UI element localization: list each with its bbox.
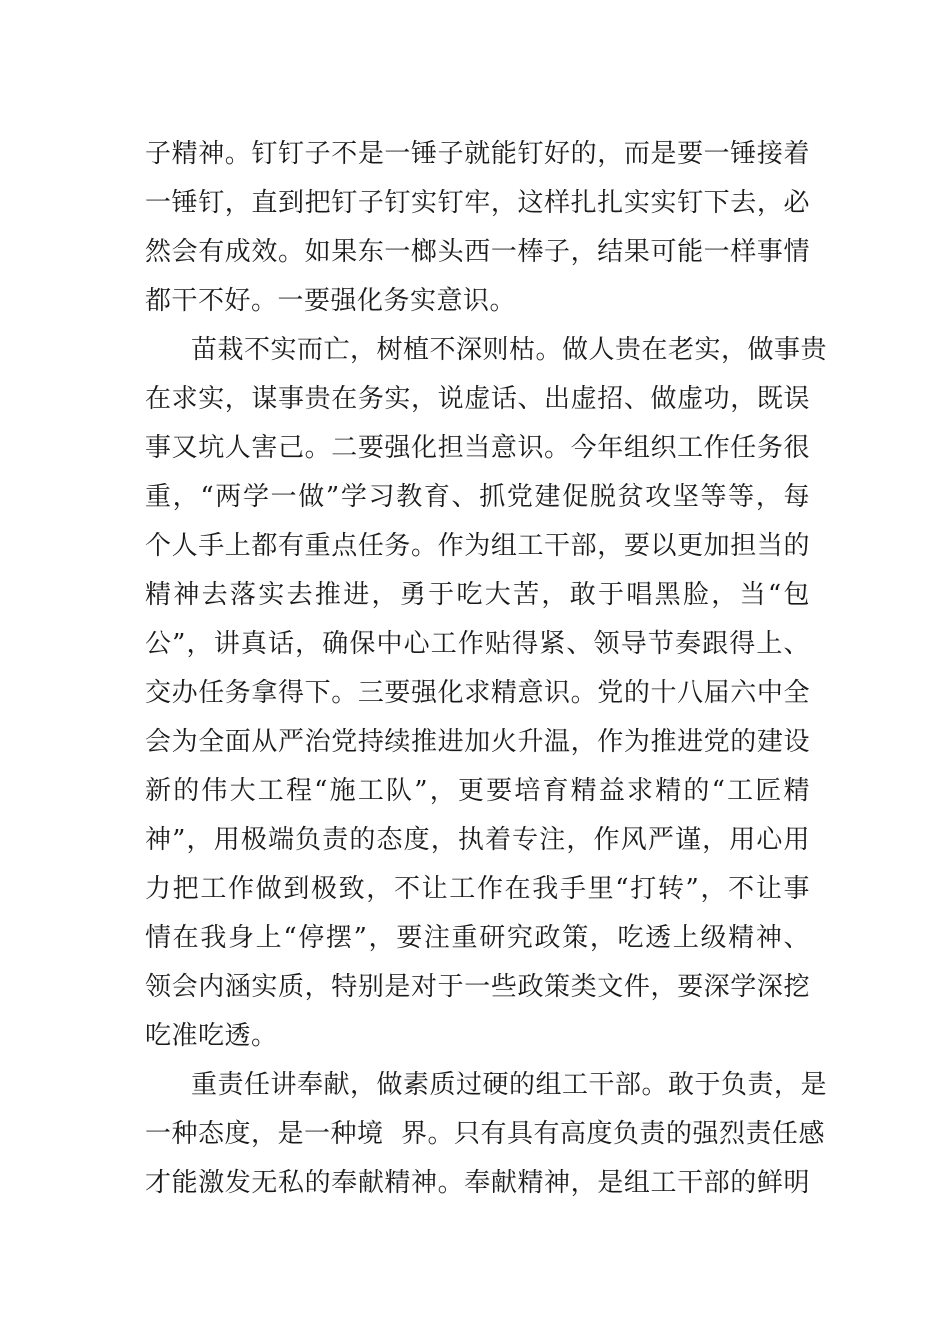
text-line: 一锤钉，直到把钉子钉实钉牢，这样扎扎实实钉下去，必 bbox=[145, 188, 810, 218]
text-line: 在求实，谋事贵在务实，说虚话、出虚招、做虚功，既误 bbox=[145, 384, 810, 414]
text-line: 领会内涵实质，特别是对于一些政策类文件，要深学深挖 bbox=[145, 972, 810, 1002]
text-line: 公”，讲真话，确保中心工作贴得紧、领导节奏跟得上、 bbox=[145, 629, 810, 659]
text-line: 子精神。钉钉子不是一锤子就能钉好的，而是要一锤接着 bbox=[145, 139, 810, 169]
text-line: 个人手上都有重点任务。作为组工干部，要以更加担当的 bbox=[145, 531, 810, 561]
text-line: 才能激发无私的奉献精神。奉献精神，是组工干部的鲜明 bbox=[145, 1168, 810, 1198]
text-line: 都干不好。一要强化务实意识。 bbox=[145, 286, 517, 316]
text-line: 精神去落实去推进，勇于吃大苦，敢于唱黑脸，当“包 bbox=[145, 580, 810, 610]
document-body bbox=[145, 130, 828, 1208]
text-line: 然会有成效。如果东一榔头西一棒子，结果可能一样事情 bbox=[145, 237, 810, 267]
paragraph-first-line: 苗栽不实而亡，树植不深则枯。做人贵在老实，做事贵 bbox=[191, 335, 828, 365]
paragraph-first-line: 重责任讲奉献，做素质过硬的组工干部。敢于负责，是 bbox=[191, 1070, 828, 1100]
text-line: 会为全面从严治党持续推进加火升温，作为推进党的建设 bbox=[145, 727, 810, 757]
text-line: 力把工作做到极致，不让工作在我手里“打转”，不让事 bbox=[145, 874, 810, 904]
text-line: 事又坑人害己。二要强化担当意识。今年组织工作任务很 bbox=[145, 433, 810, 463]
text-line: 吃准吃透。 bbox=[145, 1021, 278, 1051]
text-line: 情在我身上“停摆”，要注重研究政策，吃透上级精神、 bbox=[145, 923, 810, 953]
text-line: 神”，用极端负责的态度，执着专注，作风严谨，用心用 bbox=[145, 825, 810, 855]
text-line: 交办任务拿得下。三要强化求精意识。党的十八届六中全 bbox=[145, 678, 810, 708]
text-line: 重，“两学一做”学习教育、抓党建促脱贫攻坚等等，每 bbox=[145, 482, 810, 512]
text-line: 新的伟大工程“施工队”，更要培育精益求精的“工匠精 bbox=[145, 776, 810, 806]
text-line: 一种态度，是一种境 界。只有具有高度负责的强烈责任感 bbox=[145, 1119, 826, 1149]
